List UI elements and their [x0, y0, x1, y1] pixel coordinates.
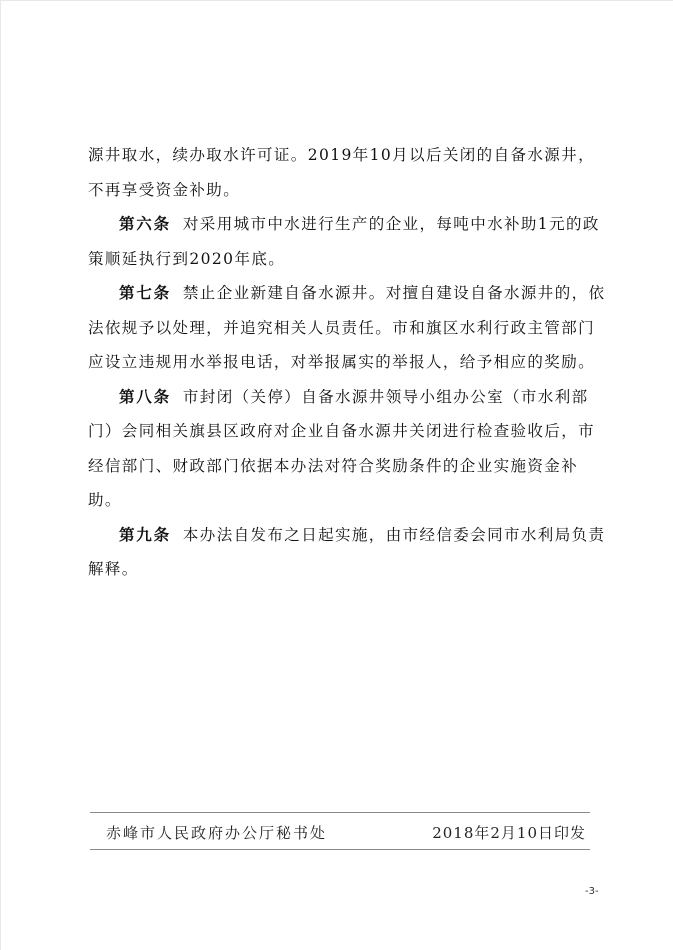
article-9-label: 第九条 [119, 525, 171, 544]
colophon-bottom-rule [90, 849, 590, 850]
page-edge-top [0, 0, 673, 1]
continuation-paragraph: 源井取水，续办取水许可证。2019年10月以后关闭的自备水源井，不再享受资金补助。 [88, 146, 595, 199]
article-6-label: 第六条 [119, 215, 171, 233]
article-8 [88, 380, 608, 518]
article-7-text: 禁止企业新建自备水源井。对擅自建设自备水源井的，依法依规予以处理，并追究相关人员责任。市和旗区水利行政主管部门应设立违规用水举报电话，对举报属实的举报人，给予相应的奖励。 [88, 284, 606, 371]
article-8-label: 第八条 [119, 387, 171, 406]
page-number: -3- [585, 886, 599, 897]
issue-date: 2018年2月10日印发 [432, 824, 586, 842]
article-7 [88, 276, 608, 380]
article-6-text: 对采用城市中水进行生产的企业，每吨中水补助1元的政策顺延执行到2020年底。 [88, 215, 600, 268]
colophon [90, 812, 590, 850]
article-6 [88, 207, 608, 276]
page-edge-left [0, 0, 1, 950]
colophon-row [90, 813, 590, 849]
article-8-text: 市封闭（关停）自备水源井领导小组办公室（市水利部门）会同相关旗县区政府对企业自备水源井关闭进行检查验收后，市经信部门、财政部门依据本办法对符合奖励条件的企业实施资金补助。 [88, 387, 596, 509]
article-7-label: 第七条 [119, 284, 171, 302]
issuing-office: 赤峰市人民政府办公厅秘书处 [106, 824, 328, 842]
article-9-text: 本办法自发布之日起实施，由市经信委会同市水利局负责解释。 [88, 525, 606, 578]
document-body [88, 138, 608, 587]
article-9 [88, 518, 608, 587]
